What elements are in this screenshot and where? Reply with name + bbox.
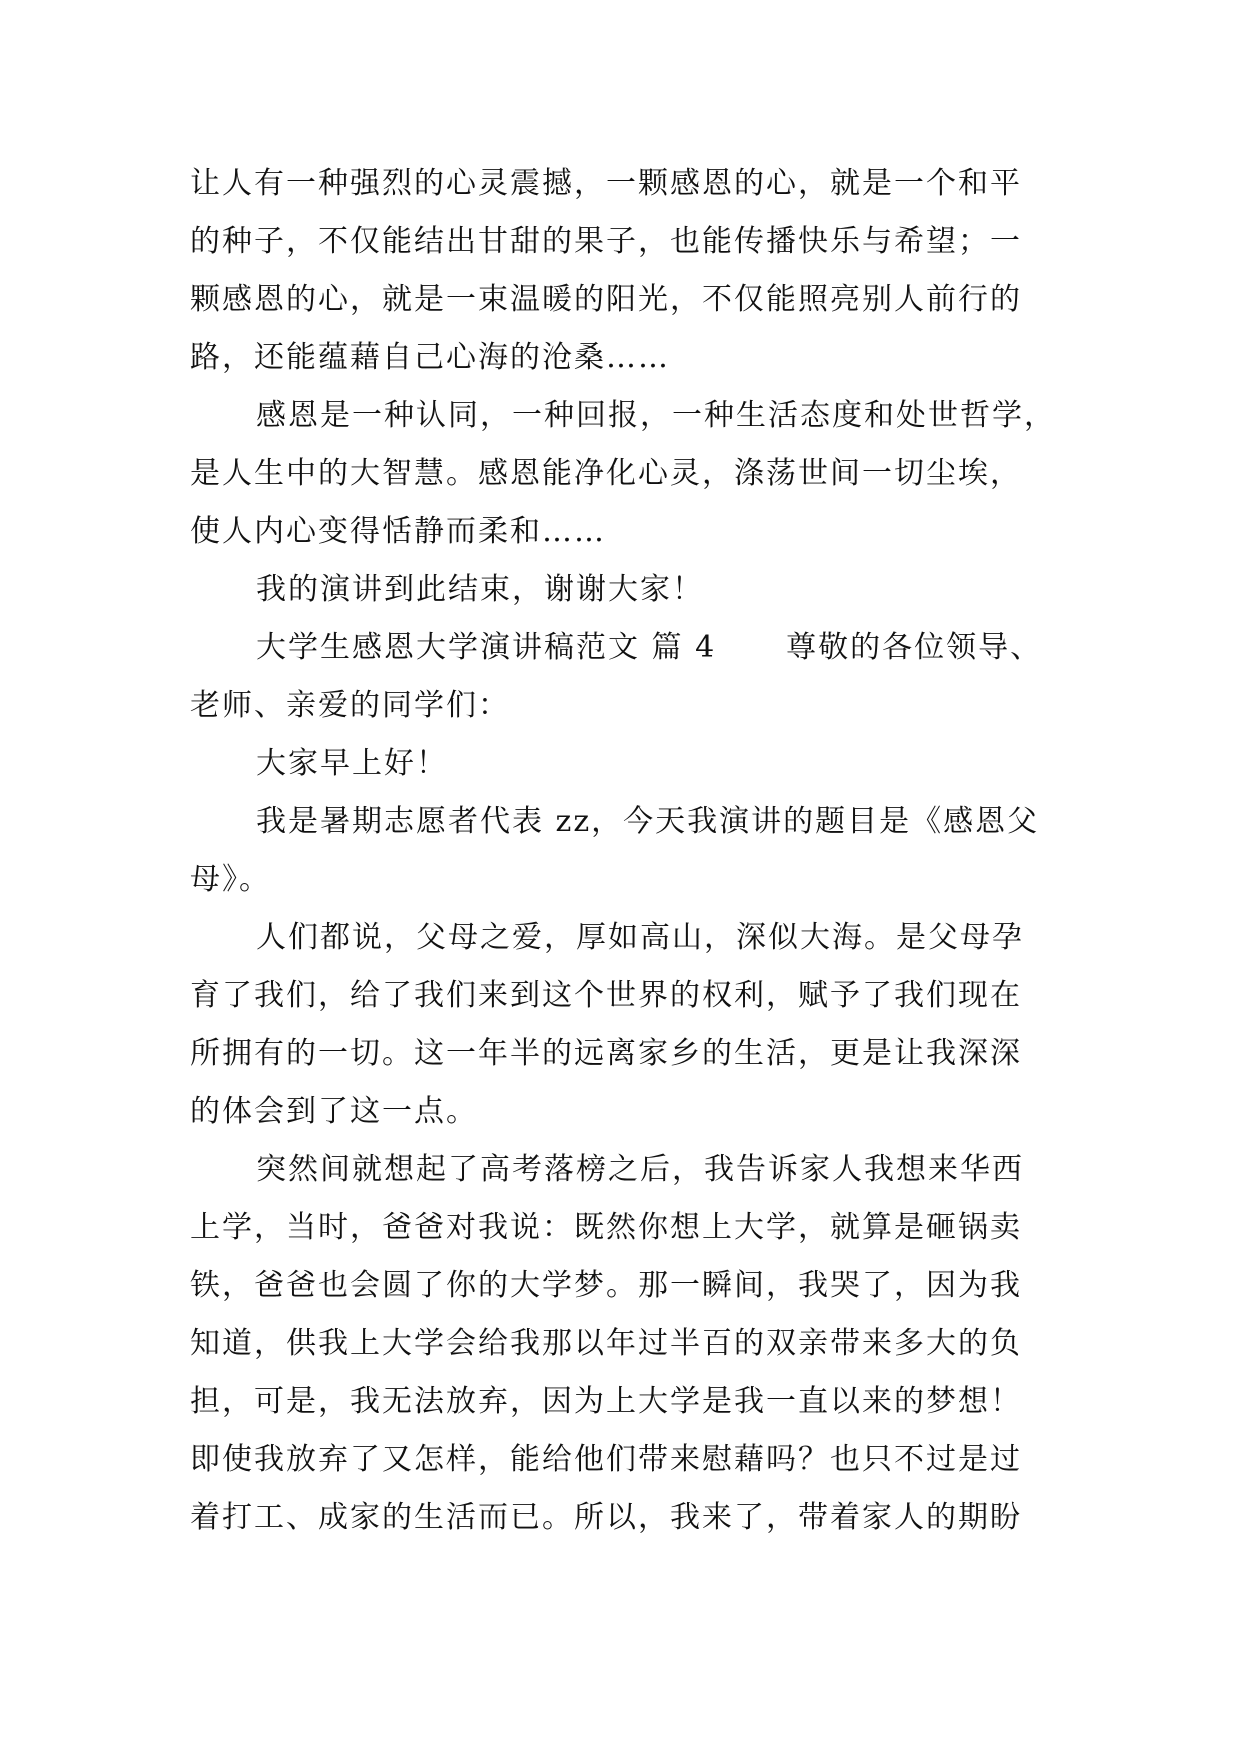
salutation-start: 尊敬的各位领导、 [786,630,1043,665]
body-text [190,155,1070,1547]
text-line: 老师、亲爱的同学们： [190,688,510,723]
text-line: 着打工、成家的生活而已。所以，我来了，带着家人的期盼 [190,1500,1022,1535]
text-line: 突然间就想起了高考落榜之后，我告诉家人我想来华西 [256,1152,1024,1187]
text-line: 的种子，不仅能结出甘甜的果子，也能传播快乐与希望；一 [190,224,1022,259]
text-line: 颗感恩的心，就是一束温暖的阳光，不仅能照亮别人前行的 [190,282,1022,317]
text-line: 人们都说，父母之爱，厚如高山，深似大海。是父母孕 [256,920,1024,955]
text-line: 是人生中的大智慧。感恩能净化心灵，涤荡世间一切尘埃， [190,456,1022,491]
text-line: 我的演讲到此结束，谢谢大家！ [256,572,704,607]
text-line: 母》。 [190,862,271,897]
text-line: 即使我放弃了又怎样，能给他们带来慰藉吗？也只不过是过 [190,1442,1022,1477]
text-line: 让人有一种强烈的心灵震撼，一颗感恩的心，就是一个和平 [190,166,1022,201]
text-line: 路，还能蕴藉自己心海的沧桑…… [190,340,670,375]
text-line: 育了我们，给了我们来到这个世界的权利，赋予了我们现在 [190,978,1022,1013]
section-heading: 大学生感恩大学演讲稿范文 篇 4 [256,630,717,665]
text-line: 感恩是一种认同，一种回报，一种生活态度和处世哲学， [256,398,1056,433]
text-line: 铁，爸爸也会圆了你的大学梦。那一瞬间，我哭了，因为我 [190,1268,1022,1303]
text-line: 的体会到了这一点。 [190,1094,478,1129]
section-heading-line [190,619,1070,677]
text-line: 使人内心变得恬静而柔和…… [190,514,606,549]
text-line: 大家早上好！ [256,746,448,781]
text-line: 我是暑期志愿者代表 zz，今天我演讲的题目是《感恩父 [256,804,1040,839]
text-line: 知道，供我上大学会给我那以年过半百的双亲带来多大的负 [190,1326,1022,1361]
text-line: 担，可是，我无法放弃，因为上大学是我一直以来的梦想！ [190,1384,1022,1419]
text-line: 所拥有的一切。这一年半的远离家乡的生活，更是让我深深 [190,1036,1022,1071]
text-line: 上学，当时，爸爸对我说：既然你想上大学，就算是砸锅卖 [190,1210,1022,1245]
